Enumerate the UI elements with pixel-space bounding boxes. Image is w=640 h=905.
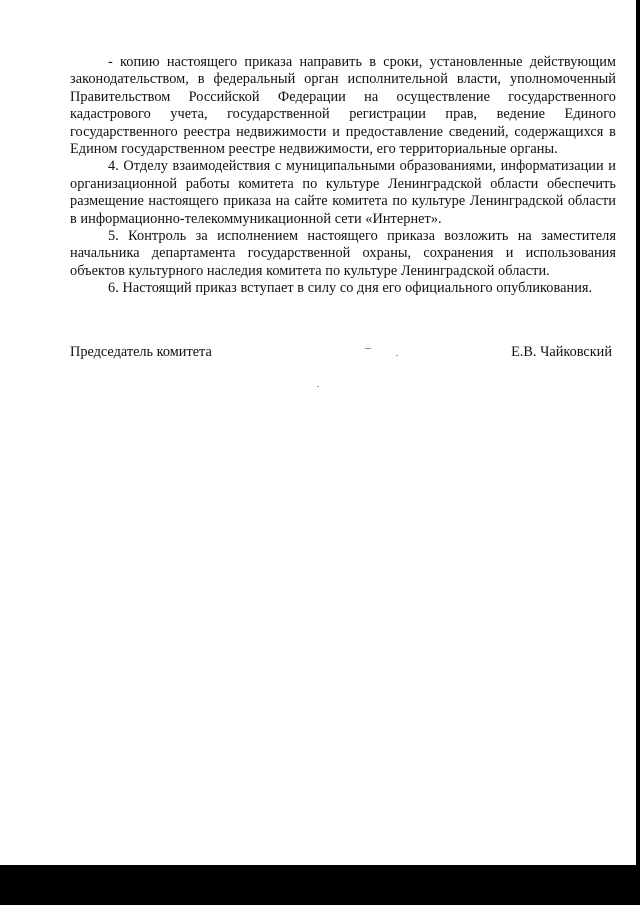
scan-speck [365, 348, 371, 349]
signatory-name: Е.В. Чайковский [511, 344, 612, 360]
paragraph-cadastral-copy: - копию настоящего приказа направить в сроки, установленные действующим законодательством, в федеральный орган исполнительной власти, уполномоченный Правительством Российской Федерации на осуществление государственного кадастрового учета, государственной регистрации прав, ведение Единого государственного реестра недвижимости и предоставление сведений, содержащихся в Едином государственном реестре недвижимости, его территориальные органы. [70, 54, 616, 158]
signature-block [70, 343, 616, 363]
paragraph-item-5: 5. Контроль за исполнением настоящего приказа возложить на заместителя начальника департамента государственной охраны, сохранения и использования объектов культурного наследия комитета по культуре Ленинградской области. [70, 228, 616, 279]
scan-bottom-border [0, 865, 640, 905]
paragraph-item-6: 6. Настоящий приказ вступает в силу со дня его официального опубликования. [108, 280, 593, 297]
document-body [70, 54, 616, 298]
paragraph-item-4: 4. Отделу взаимодействия с муниципальными образованиями, информатизации и организационной работы комитета по культуре Ленинградской области обеспечить размещение настоящего приказа на сайте комитета по культуре Ленинградской области в информационно-телекоммуникационной сети «Интернет». [70, 158, 616, 227]
scan-speck [317, 386, 319, 387]
scan-speck [396, 355, 398, 356]
signatory-title: Председатель комитета [70, 344, 212, 360]
